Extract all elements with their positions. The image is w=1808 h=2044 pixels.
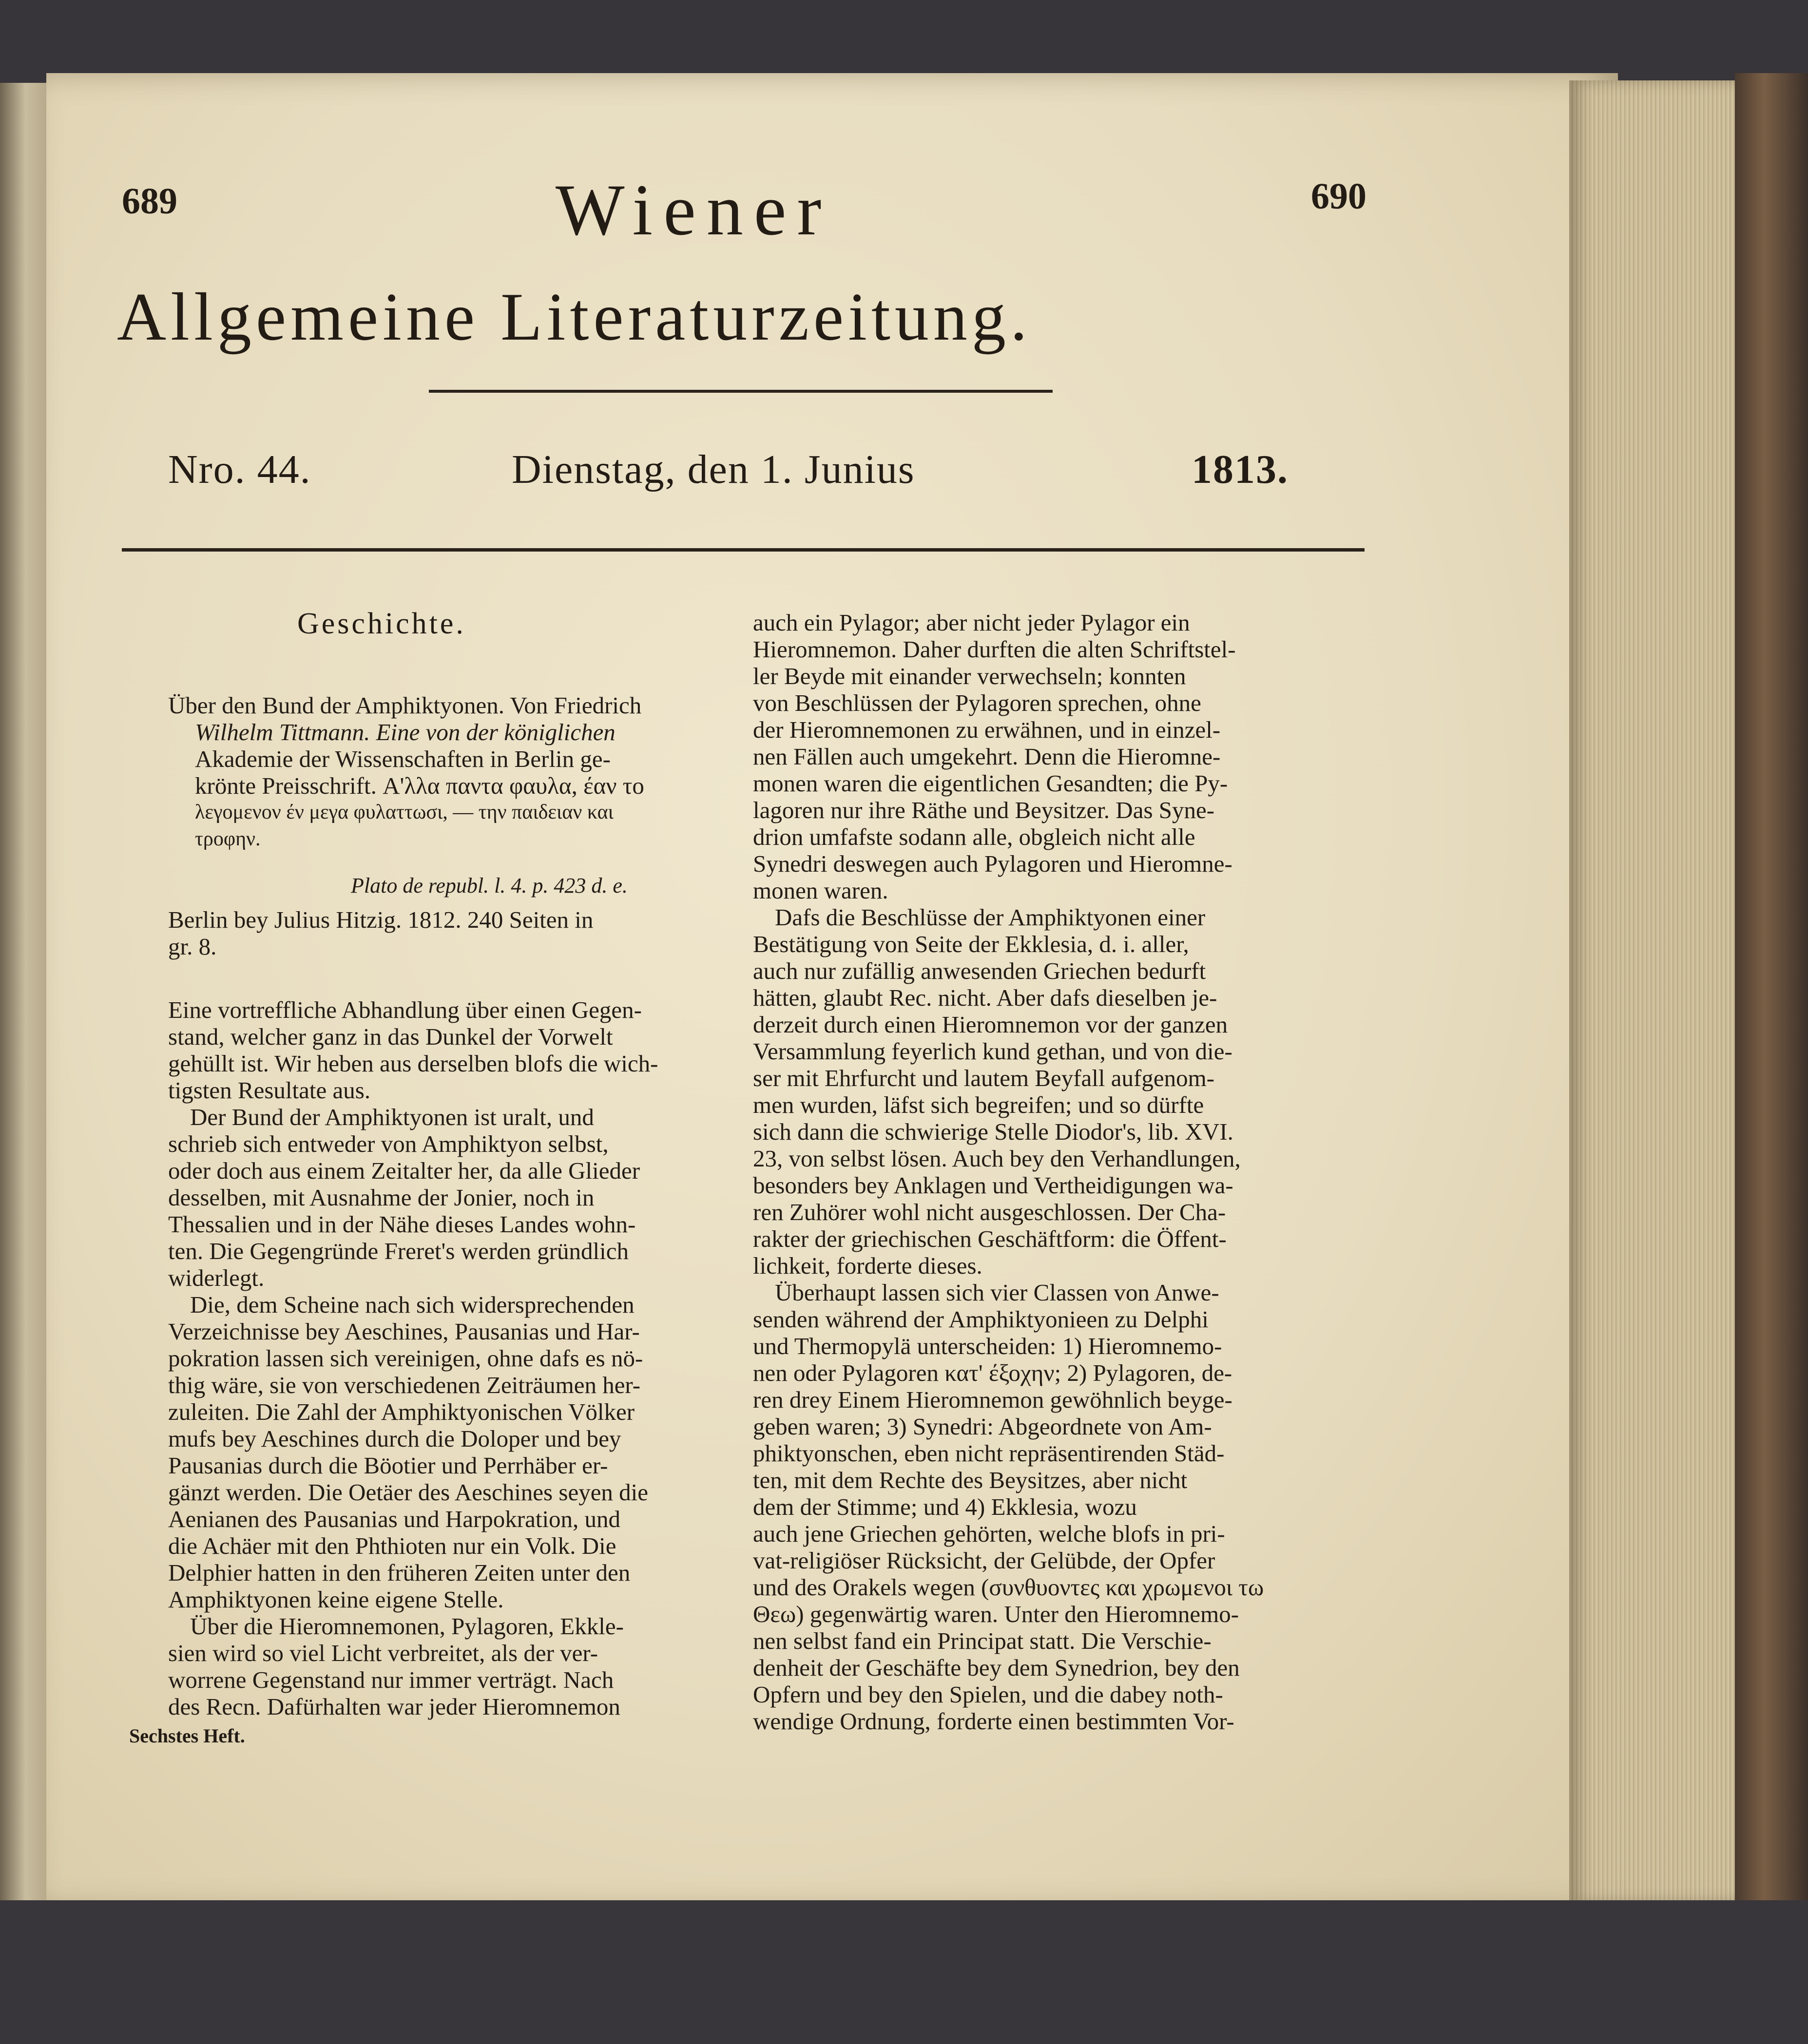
- text-line: Synedri deswegen auch Pylagoren und Hieromne-: [753, 850, 1232, 877]
- text-line: stand, welcher ganz in das Dunkel der Vorwelt: [168, 1023, 613, 1050]
- text-line: ten, mit dem Rechte des Beysitzes, aber nicht: [753, 1467, 1188, 1493]
- text-line: men wurden, läfst sich begreifen; und so dürfte: [753, 1091, 1204, 1118]
- text-line: sich dann die schwierige Stelle Diodor's, lib. XVI.: [753, 1118, 1233, 1145]
- text-line: Überhaupt lassen sich vier Classen von Anwe-: [775, 1279, 1219, 1306]
- issue-date: Dienstag, den 1. Junius: [512, 447, 915, 492]
- text-line: worrene Gegenstand nur immer verträgt. Nach: [168, 1666, 614, 1693]
- publisher-line: gr. 8.: [168, 933, 217, 960]
- background-bottom: [0, 1900, 1808, 2044]
- book-title-greek: λεγομενον έν μεγα φυλαττωσι, — την παιδειαν και: [195, 801, 614, 823]
- text-line: geben waren; 3) Synedri: Abgeordnete von Am-: [753, 1413, 1212, 1440]
- text-line: Über die Hieromnemonen, Pylagoren, Ekkle-: [190, 1613, 624, 1640]
- text-line: senden während der Amphiktyonieen zu Delphi: [753, 1306, 1209, 1333]
- text-line: auch nur zufällig anwesenden Griechen bedurft: [753, 957, 1206, 984]
- text-line: oder doch aus einem Zeitalter her, da alle Glieder: [168, 1157, 640, 1184]
- text-line: Bestätigung von Seite der Ekklesia, d. i. aller,: [753, 931, 1189, 957]
- text-line: nen oder Pylagoren κατ' έξοχην; 2) Pylagoren, de-: [753, 1359, 1232, 1386]
- text-line: gehüllt ist. Wir heben aus derselben blofs die wich-: [168, 1050, 658, 1077]
- text-line: tigsten Resultate aus.: [168, 1077, 371, 1104]
- book-title-greek: τροφην.: [195, 828, 261, 850]
- text-line: widerlegt.: [168, 1264, 265, 1291]
- text-line: Verzeichnisse bey Aeschines, Pausanias und Har-: [168, 1318, 640, 1345]
- text-line: monen waren die eigentlichen Gesandten; die Py-: [753, 770, 1228, 797]
- text-line: thig wäre, sie von verschiedenen Zeiträumen her-: [168, 1372, 641, 1398]
- text-line: Delphier hatten in den früheren Zeiten unter den: [168, 1559, 631, 1586]
- text-line: pokration lassen sich vereinigen, ohne dafs es nö-: [168, 1345, 643, 1372]
- text-line: die Achäer mit den Phthioten nur ein Volk. Die: [168, 1532, 616, 1559]
- text-line: phiktyonschen, eben nicht repräsentirenden Städ-: [753, 1440, 1225, 1467]
- text-line: lagoren nur ihre Räthe und Beysitzer. Das Syne-: [753, 797, 1215, 823]
- text-line: Thessalien und in der Nähe dieses Landes wohn-: [168, 1211, 636, 1238]
- text-line: monen waren.: [753, 877, 888, 904]
- text-line: derzeit durch einen Hieromnemon vor der ganzen: [753, 1011, 1228, 1038]
- text-line: wendige Ordnung, forderte einen bestimmten Vor-: [753, 1708, 1234, 1735]
- text-line: sien wird so viel Licht verbreitet, als der ver-: [168, 1640, 598, 1666]
- text-line: lichkeit, forderte dieses.: [753, 1252, 982, 1279]
- text-line: Der Bund der Amphiktyonen ist uralt, und: [190, 1104, 594, 1130]
- text-line: Eine vortreffliche Abhandlung über einen Gegen-: [168, 996, 642, 1023]
- text-line: Versammlung feyerlich kund gethan, und von die-: [753, 1038, 1232, 1065]
- section-heading: Geschichte.: [297, 607, 466, 640]
- masthead-title-line1: Wiener: [556, 170, 832, 250]
- text-line: ren drey Einem Hieromnemon gewöhnlich beyge-: [753, 1386, 1232, 1413]
- text-line: schrieb sich entweder von Amphiktyon selbst,: [168, 1130, 609, 1157]
- text-line: Θεω) gegenwärtig waren. Unter den Hieromnemo-: [753, 1601, 1239, 1627]
- text-line: des Recn. Dafürhalten war jeder Hieromnemon: [168, 1693, 620, 1720]
- text-line: und Thermopylä unterscheiden: 1) Hieromnemo-: [753, 1333, 1222, 1359]
- text-line: der Hieromnemonen zu erwähnen, und in einzel-: [753, 716, 1221, 743]
- text-line: Dafs die Beschlüsse der Amphiktyonen einer: [775, 904, 1206, 931]
- text-line: ren Zuhörer wohl nicht ausgeschlossen. Der Cha-: [753, 1199, 1226, 1225]
- book-title-line: Akademie der Wissenschaften in Berlin ge-: [195, 745, 611, 772]
- left-page-edge: [0, 83, 46, 1900]
- text-line: ten. Die Gegengründe Freret's werden gründlich: [168, 1238, 629, 1264]
- book-title-line: Wilhelm Tittmann. Eine von der königlichen: [195, 719, 615, 745]
- text-line: vat-religiöser Rücksicht, der Gelübde, der Opfer: [753, 1547, 1215, 1574]
- text-line: von Beschlüssen der Pylagoren sprechen, ohne: [753, 689, 1201, 716]
- page-number-right: 690: [1311, 176, 1366, 217]
- book-page-edges: [1569, 80, 1737, 1903]
- text-line: ser mit Ehrfurcht und lautem Beyfall aufgenom-: [753, 1065, 1215, 1091]
- masthead-short-rule: [429, 390, 1053, 393]
- book-binding: [1735, 73, 1808, 1910]
- text-line: auch ein Pylagor; aber nicht jeder Pylagor ein: [753, 609, 1190, 636]
- signature-mark: Sechstes Heft.: [129, 1725, 245, 1747]
- text-line: Pausanias durch die Böotier und Perrhäber er-: [168, 1452, 608, 1479]
- text-line: nen selbst fand ein Principat statt. Die Verschie-: [753, 1627, 1212, 1654]
- book-title-line: krönte Preisschrift. Α'λλα παντα φαυλα, έαν το: [195, 772, 644, 799]
- citation: Plato de republ. l. 4. p. 423 d. e.: [351, 874, 628, 898]
- text-line: denheit der Geschäfte bey dem Synedrion, bey den: [753, 1654, 1240, 1681]
- text-line: mufs bey Aeschines durch die Doloper und bey: [168, 1425, 621, 1452]
- book-title-line: Über den Bund der Amphiktyonen. Von Friedrich: [168, 692, 642, 719]
- text-line: besonders bey Anklagen und Vertheidigungen wa-: [753, 1172, 1233, 1199]
- page-number-left: 689: [122, 181, 177, 222]
- text-line: 23, von selbst lösen. Auch bey den Verhandlungen,: [753, 1145, 1241, 1172]
- text-line: hätten, glaubt Rec. nicht. Aber dafs dieselben je-: [753, 984, 1217, 1011]
- publisher-line: Berlin bey Julius Hitzig. 1812. 240 Seiten in: [168, 906, 594, 933]
- text-line: zuleiten. Die Zahl der Amphiktyonischen Völker: [168, 1398, 635, 1425]
- text-line: gänzt werden. Die Oetäer des Aeschines seyen die: [168, 1479, 649, 1506]
- text-line: auch jene Griechen gehörten, welche blofs in pri-: [753, 1520, 1225, 1547]
- text-line: ler Beyde mit einander verwechseln; konnten: [753, 663, 1186, 689]
- text-line: Aenianen des Pausanias und Harpokration, und: [168, 1506, 621, 1532]
- text-line: drion umfafste sodann alle, obgleich nicht alle: [753, 823, 1195, 850]
- text-line: rakter der griechischen Geschäftform: die Öffent-: [753, 1225, 1227, 1252]
- issue-number: Nro. 44.: [168, 447, 311, 492]
- text-line: desselben, mit Ausnahme der Jonier, noch in: [168, 1184, 595, 1211]
- text-line: Die, dem Scheine nach sich widersprechenden: [190, 1291, 635, 1318]
- text-line: und des Orakels wegen (συνθυοντες και χρωμενοι τω: [753, 1574, 1264, 1601]
- text-line: Hieromnemon. Daher durften die alten Schriftstel-: [753, 636, 1236, 663]
- text-line: Opfern und bey den Spielen, und die dabey noth-: [753, 1681, 1223, 1708]
- text-line: nen Fällen auch umgekehrt. Denn die Hieromne-: [753, 743, 1221, 770]
- text-line: Amphiktyonen keine eigene Stelle.: [168, 1586, 504, 1613]
- text-line: dem der Stimme; und 4) Ekklesia, wozu: [753, 1493, 1137, 1520]
- issue-year: 1813.: [1192, 447, 1289, 492]
- header-rule: [122, 548, 1365, 552]
- masthead-title-line2: Allgemeine Literaturzeitung.: [117, 279, 1032, 355]
